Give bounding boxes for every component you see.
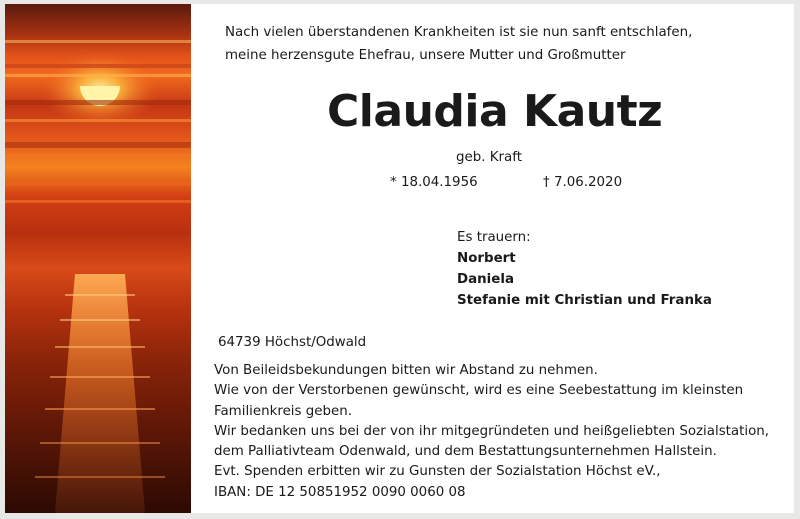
obituary-notice [5,4,794,513]
birth-name: geb. Kraft [456,150,522,165]
mourner-name: Norbert [457,251,516,266]
mourners-heading: Es trauern: [457,230,531,245]
notes-line: Evt. Spenden erbitten wir zu Gunsten der Sozialstation Höchst eV., [214,464,661,480]
mourner-name: Stefanie mit Christian und Franka [457,293,712,308]
mourners-list [457,227,712,311]
intro-line: meine herzensgute Ehefrau, unsere Mutter und Großmutter [225,48,626,63]
notes-block [214,361,769,503]
notes-line: Wie von der Verstorbenen gewünscht, wird es eine Seebestattung im kleinsten [214,383,744,399]
mourner-name: Daniela [457,272,514,287]
deceased-name: Claudia Kautz [327,86,663,137]
death-date: † 7.06.2020 [543,175,623,190]
birth-date: * 18.04.1956 [390,175,478,190]
notes-line: Wir bedanken uns bei der von ihr mitgegründeten und heißgeliebten Sozialstation, [214,423,770,439]
notes-line: Familienkreis geben. [214,403,352,419]
intro-line: Nach vielen überstandenen Krankheiten ist sie nun sanft entschlafen, [225,25,693,40]
notes-line: IBAN: DE 12 50851952 0090 0060 08 [214,484,466,500]
notes-line: dem Palliativteam Odenwald, und dem Bestattungsunternehmen Hallstein. [214,444,717,460]
notes-line: Von Beileidsbekundungen bitten wir Abstand zu nehmen. [214,363,598,378]
intro-text [225,21,692,67]
sunset-sea-image [5,4,191,513]
place-line: 64739 Höchst/Odwald [218,335,367,350]
